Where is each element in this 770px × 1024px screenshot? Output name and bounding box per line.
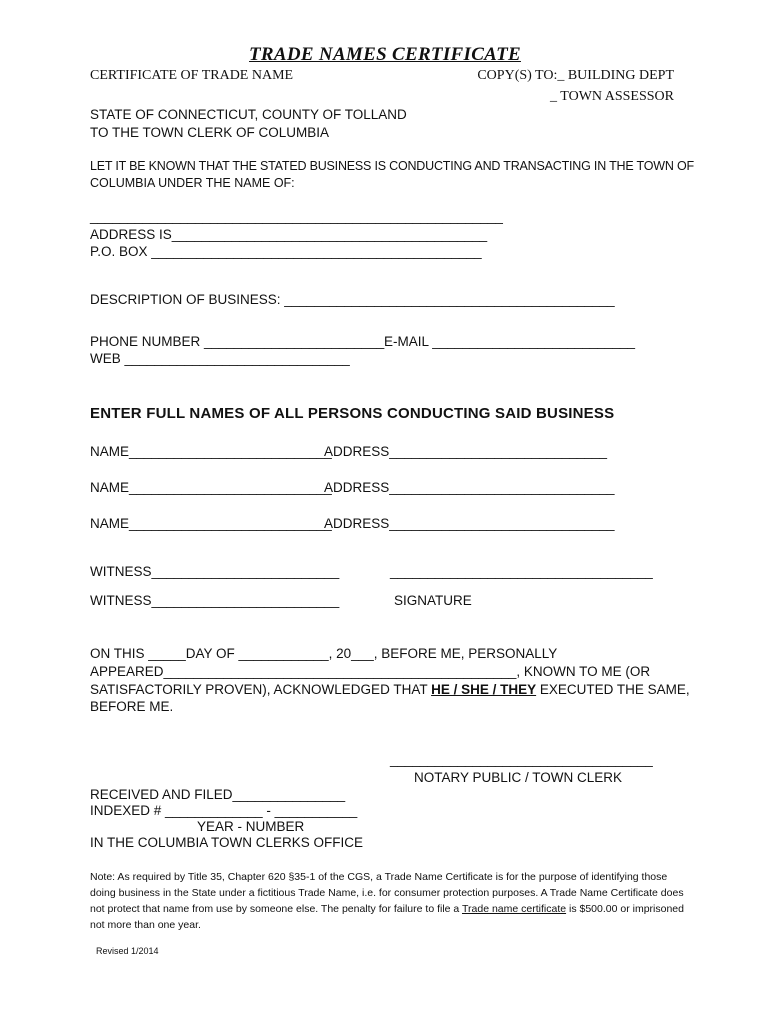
office-label: IN THE COLUMBIA TOWN CLERKS OFFICE: [90, 835, 364, 850]
notary-label: NOTARY PUBLIC / TOWN CLERK: [414, 770, 623, 785]
business-address-field[interactable]: ADDRESS IS__________________________________________: [90, 227, 488, 242]
jurisdiction-line1: STATE OF CONNECTICUT, COUNTY OF TOLLAND: [90, 107, 407, 122]
acknowledgment-line3-pre: SATISFACTORILY PROVEN), ACKNOWLEDGED THAT: [90, 682, 432, 697]
signature-label: SIGNATURE: [394, 593, 472, 608]
business-name-field[interactable]: _______________________________________________________: [90, 209, 503, 224]
legal-note: [90, 869, 690, 933]
form-title: TRADE NAMES CERTIFICATE: [249, 44, 521, 65]
certificate-label: CERTIFICATE OF TRADE NAME: [90, 68, 294, 83]
notary-signature-field[interactable]: ___________________________________: [390, 752, 653, 767]
legal-note-text-end: is $500.00 or imprisoned not more than one year.: [90, 903, 684, 931]
trade-name-certificate-link[interactable]: Trade name certificate: [462, 903, 567, 915]
intro-line1: LET IT BE KNOWN THAT THE STATED BUSINESS IS CONDUCTING AND TRANSACTING IN THE TOWN OF: [90, 159, 694, 173]
person-name-field[interactable]: NAME___________________________: [90, 480, 332, 495]
copies-to-line2: _ TOWN ASSESSOR: [550, 89, 674, 104]
person-name-field[interactable]: NAME___________________________: [90, 444, 332, 459]
persons-heading: ENTER FULL NAMES OF ALL PERSONS CONDUCTING SAID BUSINESS: [90, 405, 615, 422]
witness2-field[interactable]: WITNESS_________________________: [90, 593, 340, 608]
copies-to-line1: COPY(S) TO:_ BUILDING DEPT: [477, 68, 674, 83]
acknowledgment-line3: [90, 682, 690, 697]
phone-field[interactable]: PHONE NUMBER ________________________: [90, 334, 385, 349]
signature-field[interactable]: ___________________________________: [390, 564, 653, 579]
received-filed-field[interactable]: RECEIVED AND FILED_______________: [90, 787, 346, 802]
year-number-label: YEAR - NUMBER: [197, 819, 305, 834]
po-box-field[interactable]: P.O. BOX ____________________________________________: [90, 244, 482, 259]
pronoun-choice: HE / SHE / THEY: [431, 682, 537, 697]
indexed-field[interactable]: INDEXED # _____________ - ___________: [90, 803, 358, 818]
acknowledgment-line3-post: EXECUTED THE SAME,: [536, 682, 690, 697]
legal-note-text: Note: As required by Title 35, Chapter 620 §35-1 of the CGS, a Trade Name Certificate is for the purpose of identifying those doing business in the State under a fictitious Trade Name, i.e. for consumer protection purposes. A Trade Name Certificate does not protect that name from use by someone else. The penalty for failure to file a: [90, 871, 684, 915]
acknowledgment-line4: BEFORE ME.: [90, 699, 174, 714]
revised-date: Revised 1/2014: [96, 946, 159, 956]
jurisdiction-line2: TO THE TOWN CLERK OF COLUMBIA: [90, 125, 330, 140]
witness1-field[interactable]: WITNESS_________________________: [90, 564, 340, 579]
business-description-field[interactable]: DESCRIPTION OF BUSINESS: ____________________________________________: [90, 292, 615, 307]
web-field[interactable]: WEB ______________________________: [90, 351, 350, 366]
acknowledgment-line2: APPEARED_______________________________________________, KNOWN TO ME (OR: [90, 664, 651, 679]
person-name-field[interactable]: NAME___________________________: [90, 516, 332, 531]
intro-line2: COLUMBIA UNDER THE NAME OF:: [90, 176, 295, 190]
acknowledgment-line1: ON THIS _____DAY OF ____________, 20___, BEFORE ME, PERSONALLY: [90, 646, 558, 661]
person-address-field[interactable]: ADDRESS______________________________: [324, 480, 615, 495]
person-address-field[interactable]: ADDRESS_____________________________: [324, 444, 607, 459]
email-field[interactable]: E-MAIL ___________________________: [384, 334, 635, 349]
person-address-field[interactable]: ADDRESS______________________________: [324, 516, 615, 531]
